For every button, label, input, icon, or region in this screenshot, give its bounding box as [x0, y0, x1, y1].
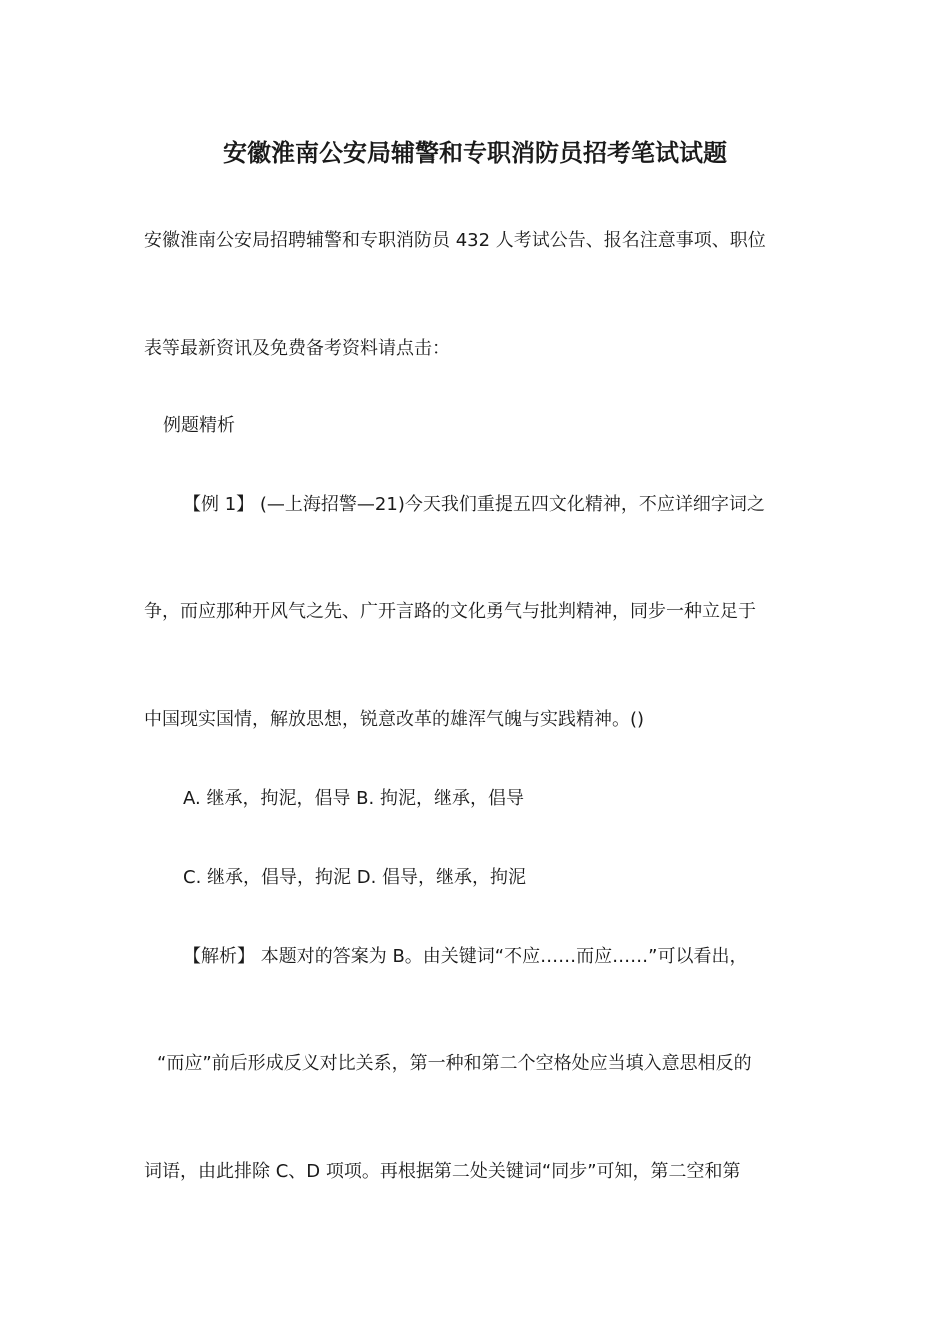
example-line-2: 争，而应那种开风气之先、广开言路的文化勇气与批判精神，同步一种立足于: [144, 601, 756, 622]
analysis-line-1: 【解析】 本题对的答案为 B。由关键词“不应……而应……”可以看出，: [183, 946, 748, 967]
section-heading: 例题精析: [163, 415, 235, 436]
example-line-3: 中国现实国情，解放思想，锐意改革的雄浑气魄与实践精神。(): [144, 709, 645, 730]
options-line-2: C. 继承，倡导，拘泥 D. 倡导，继承，拘泥: [183, 867, 527, 888]
options-line-1: A. 继承，拘泥，倡导 B. 拘泥，继承，倡导: [183, 788, 524, 809]
analysis-line-2: “而应”前后形成反义对比关系，第一种和第二个空格处应当填入意思相反的: [157, 1053, 752, 1074]
analysis-line-3: 词语，由此排除 C、D 项项。再根据第二处关键词“同步”可知，第二空和第: [144, 1161, 741, 1182]
intro-line-2: 表等最新资讯及免费备考资料请点击：: [144, 338, 450, 359]
document-title: 安徽淮南公安局辅警和专职消防员招考笔试试题: [223, 139, 727, 167]
intro-line-1: 安徽淮南公安局招聘辅警和专职消防员 432 人考试公告、报名注意事项、职位: [144, 230, 766, 251]
example-line-1: 【例 1】 (—上海招警—21)今天我们重提五四文化精神，不应详细字词之: [183, 494, 765, 515]
